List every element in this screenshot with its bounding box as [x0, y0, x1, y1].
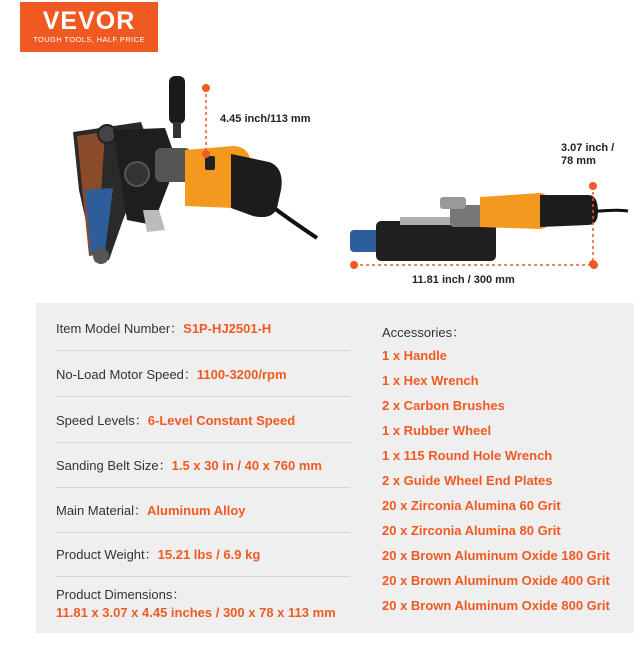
vevor-logo — [20, 2, 158, 52]
accessory-item: 20 x Zirconia Alumina 80 Grit — [382, 523, 561, 538]
spec-key: Speed Levels： — [56, 413, 148, 428]
spec-value: 1.5 x 30 in / 40 x 760 mm — [171, 458, 322, 473]
accessory-item: 1 x Hex Wrench — [382, 373, 479, 388]
length-dimension-label: 11.81 inch / 300 mm — [412, 274, 515, 286]
spec-value: Aluminum Alloy — [147, 503, 246, 518]
spec-row-model — [56, 318, 350, 351]
accessory-item: 2 x Carbon Brushes — [382, 398, 505, 413]
accessories-list — [382, 322, 632, 618]
accessory-item: 20 x Zirconia Alumina 60 Grit — [382, 498, 561, 513]
spec-row-dimensions — [56, 584, 350, 622]
spec-key: Main Material： — [56, 503, 148, 518]
spec-row-belt-size — [56, 455, 350, 488]
logo-tagline: TOUGH TOOLS, HALF PRICE — [33, 35, 145, 44]
spec-key: Item Model Number： — [56, 321, 184, 336]
accessory-item: 1 x 115 Round Hole Wrench — [382, 448, 553, 463]
depth-dimension-label-2: 78 mm — [561, 155, 596, 167]
height-dimension-label: 4.45 inch/113 mm — [220, 113, 311, 125]
spec-row-weight — [56, 544, 350, 577]
spec-row-speed-levels — [56, 410, 350, 443]
spec-value: 6-Level Constant Speed — [147, 413, 296, 428]
depth-dimension-line — [587, 178, 599, 270]
accessory-item: 20 x Brown Aluminum Oxide 400 Grit — [382, 573, 610, 588]
accessory-item: 1 x Handle — [382, 348, 448, 363]
length-dimension-line — [346, 259, 602, 271]
spec-value: S1P-HJ2501-H — [183, 321, 272, 336]
spec-key: Product Weight： — [56, 547, 158, 562]
spec-key: No-Load Motor Speed： — [56, 367, 197, 382]
accessory-item: 2 x Guide Wheel End Plates — [382, 473, 553, 488]
accessory-item: 20 x Brown Aluminum Oxide 800 Grit — [382, 598, 610, 613]
spec-value: 1100-3200/rpm — [196, 367, 287, 382]
height-dimension-line — [200, 84, 212, 158]
depth-dimension-label-1: 3.07 inch / — [561, 142, 615, 154]
accessories-title: Accessories： — [382, 325, 466, 340]
spec-row-speed — [56, 364, 350, 397]
logo-brand: VEVOR — [42, 7, 136, 35]
product-image-angled — [55, 70, 325, 280]
spec-row-material — [56, 500, 350, 533]
spec-value: 11.81 x 3.07 x 4.45 inches / 300 x 78 x 113 mm — [56, 605, 336, 620]
spec-key: Sanding Belt Size： — [56, 458, 172, 473]
spec-key: Product Dimensions： — [56, 587, 186, 602]
accessory-item: 1 x Rubber Wheel — [382, 423, 492, 438]
accessory-item: 20 x Brown Aluminum Oxide 180 Grit — [382, 548, 610, 563]
spec-value: 15.21 lbs / 6.9 kg — [157, 547, 261, 562]
